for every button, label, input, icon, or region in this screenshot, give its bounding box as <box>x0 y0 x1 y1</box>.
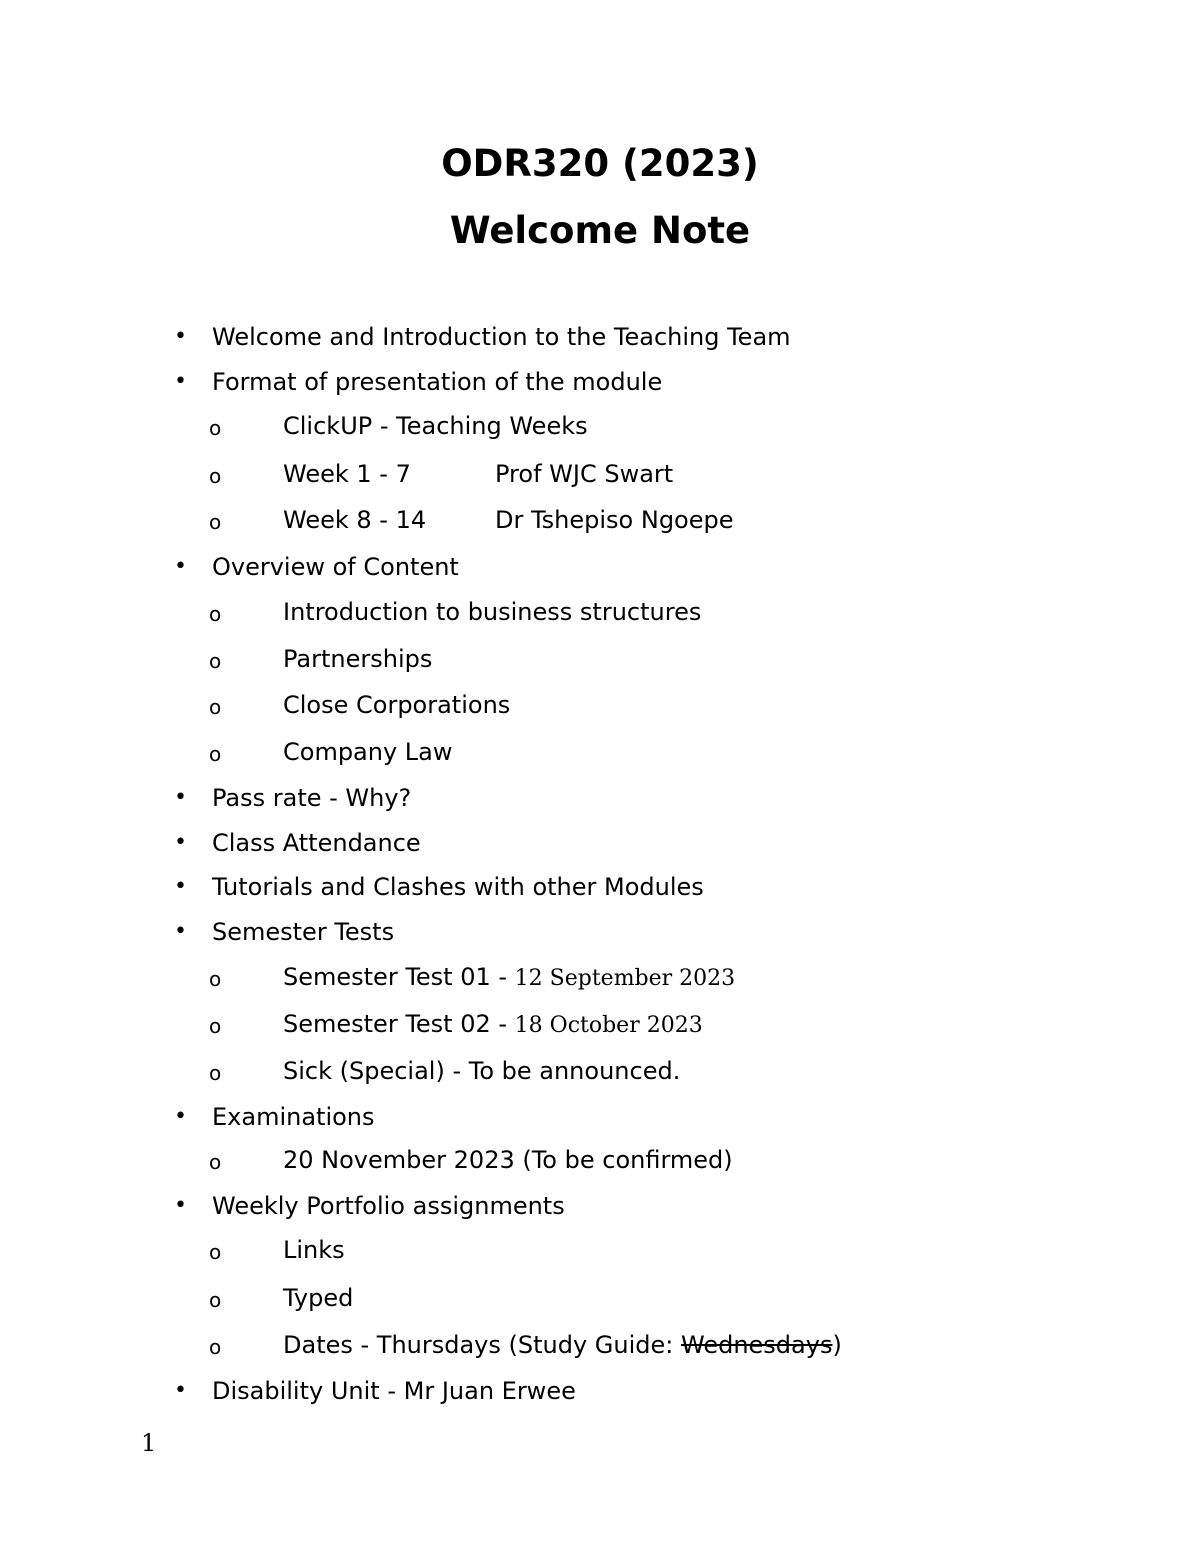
struck-weekday: Wednesdays <box>681 1331 833 1359</box>
sub-bullet-icon: o <box>209 1335 222 1359</box>
test-date: 12 September 2023 <box>514 966 736 991</box>
test-label: Semester Test 01 - <box>283 963 515 991</box>
sub-item-text: Partnerships <box>283 645 433 673</box>
document-subtitle: Welcome Note <box>449 209 751 252</box>
week-range: Week 1 - 7 <box>283 460 411 488</box>
sub-bullet-icon: o <box>209 1288 222 1312</box>
list-item-text: Format of presentation of the module <box>212 368 663 396</box>
list-item-text: Class Attendance <box>212 829 421 857</box>
sub-item-text: Introduction to business structures <box>283 598 702 626</box>
sub-item-text: Links <box>283 1236 345 1264</box>
dates-prefix: Dates - Thursdays (Study Guide: <box>283 1331 681 1359</box>
bullet-icon: • <box>174 1193 187 1218</box>
sub-item-text: Sick (Special) - To be announced. <box>283 1057 681 1085</box>
test-date: 18 October 2023 <box>514 1013 703 1038</box>
sub-item-text <box>283 1330 842 1360</box>
document-title: ODR320 (2023) <box>441 142 759 185</box>
bullet-icon: • <box>174 919 187 944</box>
bullet-icon: • <box>174 1104 187 1129</box>
list-item-text: Disability Unit - Mr Juan Erwee <box>212 1377 576 1405</box>
sub-bullet-icon: o <box>209 510 222 534</box>
sub-item-text: ClickUP - Teaching Weeks <box>283 412 588 440</box>
bullet-icon: • <box>174 1378 187 1403</box>
sub-bullet-icon: o <box>209 742 222 766</box>
sub-item-text: Typed <box>283 1284 354 1312</box>
dates-suffix: ) <box>832 1331 842 1359</box>
bullet-icon: • <box>174 830 187 855</box>
sub-item-text: 20 November 2023 (To be confirmed) <box>283 1146 733 1174</box>
test-label: Semester Test 02 - <box>283 1010 515 1038</box>
list-item-text: Examinations <box>212 1103 375 1131</box>
sub-item-text: Company Law <box>283 738 453 766</box>
sub-item-text <box>283 962 735 994</box>
list-item-text: Weekly Portfolio assignments <box>212 1192 565 1220</box>
bullet-icon: • <box>174 785 187 810</box>
list-item-text: Semester Tests <box>212 918 395 946</box>
sub-bullet-icon: o <box>209 602 222 626</box>
bullet-icon: • <box>174 369 187 394</box>
sub-item-text <box>283 1009 703 1041</box>
sub-bullet-icon: o <box>209 695 222 719</box>
list-item-text: Pass rate - Why? <box>212 784 412 812</box>
lecturer-name: Prof WJC Swart <box>495 460 674 488</box>
bullet-icon: • <box>174 324 187 349</box>
sub-item-text: Close Corporations <box>283 691 511 719</box>
list-item-text: Welcome and Introduction to the Teaching Team <box>212 323 791 351</box>
sub-bullet-icon: o <box>209 967 222 991</box>
list-item-text: Overview of Content <box>212 553 459 581</box>
sub-bullet-icon: o <box>209 649 222 673</box>
list-item-text: Tutorials and Clashes with other Modules <box>212 873 704 901</box>
sub-bullet-icon: o <box>209 1150 222 1174</box>
sub-bullet-icon: o <box>209 416 222 440</box>
sub-bullet-icon: o <box>209 1240 222 1264</box>
page-number: 1 <box>141 1429 157 1457</box>
lecturer-name: Dr Tshepiso Ngoepe <box>495 506 734 534</box>
sub-bullet-icon: o <box>209 1061 222 1085</box>
week-range: Week 8 - 14 <box>283 506 427 534</box>
bullet-icon: • <box>174 554 187 579</box>
bullet-icon: • <box>174 874 187 899</box>
sub-bullet-icon: o <box>209 464 222 488</box>
sub-bullet-icon: o <box>209 1014 222 1038</box>
